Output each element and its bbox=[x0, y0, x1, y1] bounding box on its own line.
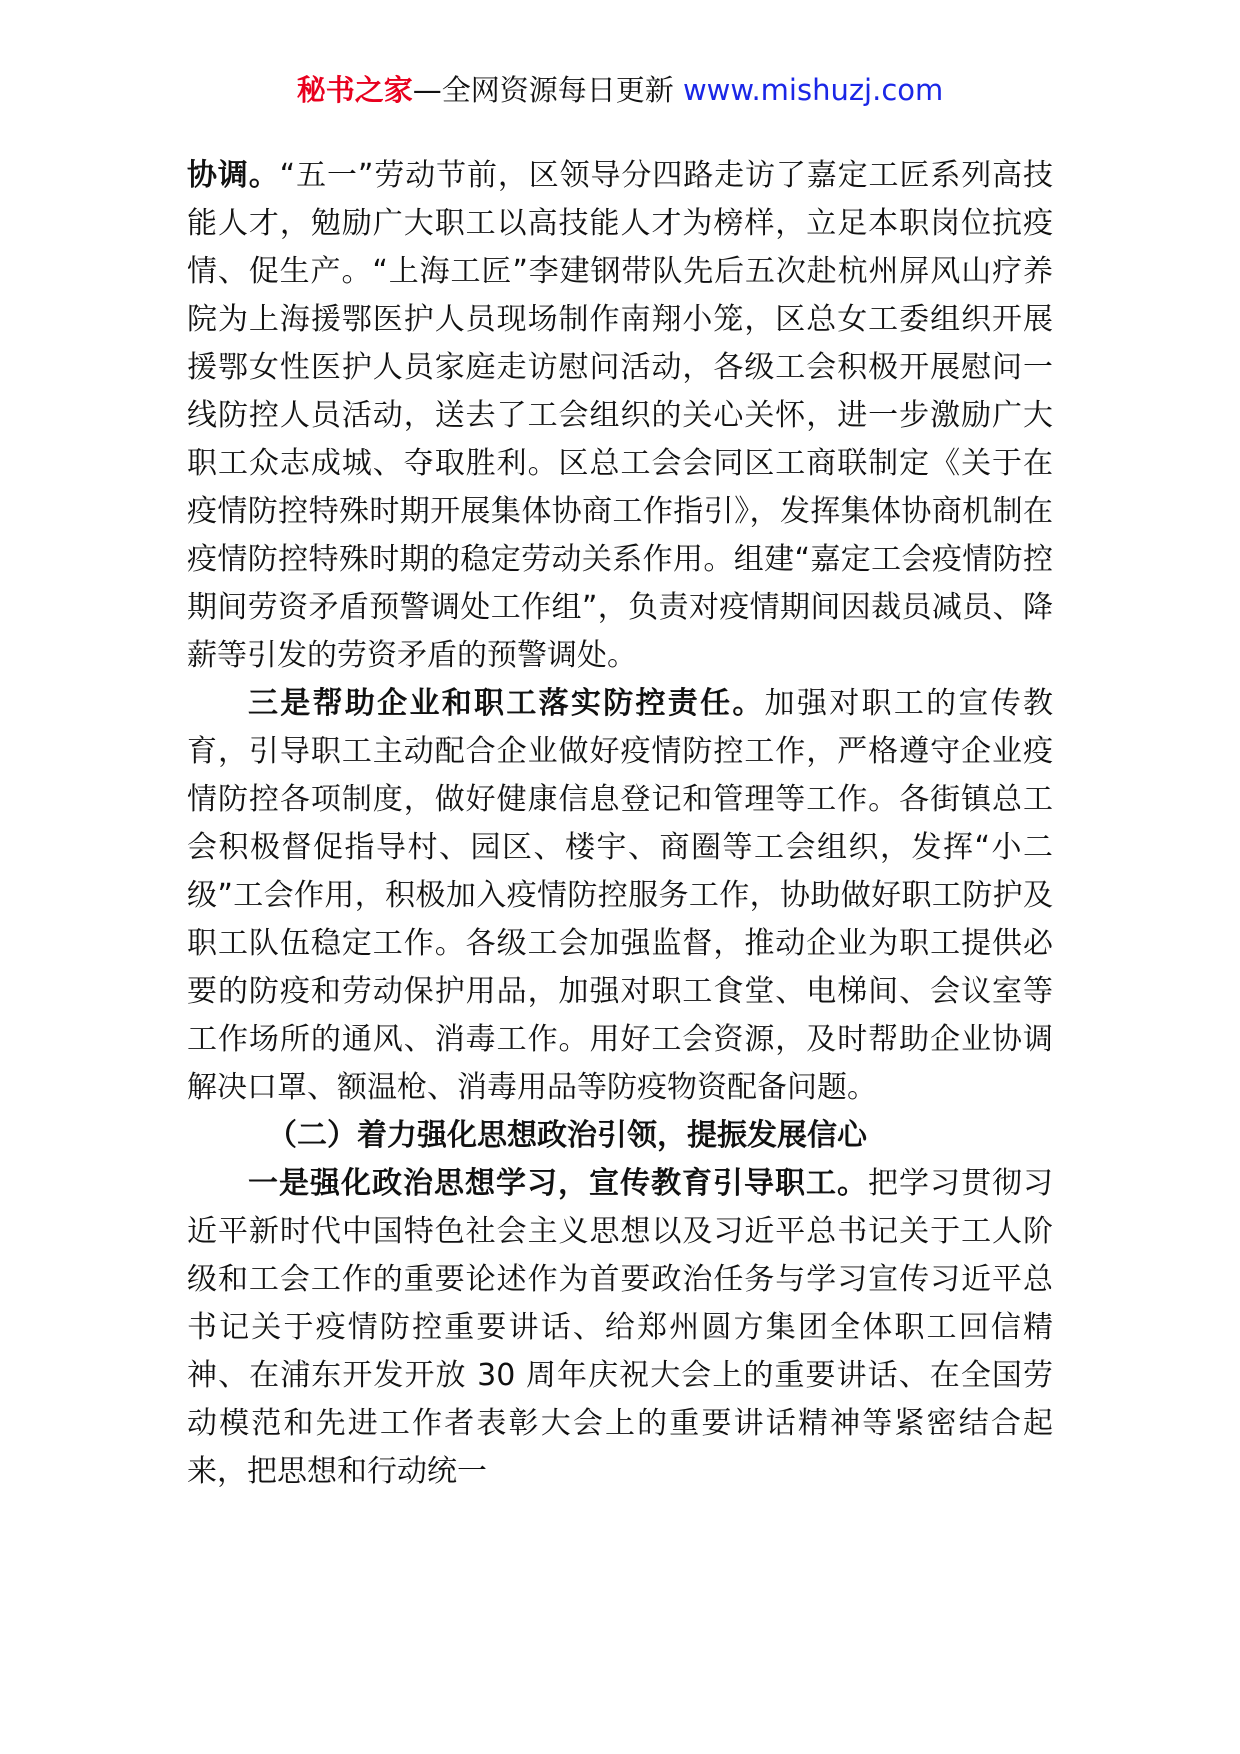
page-header bbox=[0, 68, 1240, 112]
section-heading: （二）着力强化思想政治引领，提振发展信心 bbox=[267, 1118, 867, 1153]
paragraph-text: 加强对职工的宣传教育，引导职工主动配合企业做好疫情防控工作，严格遵守企业疫情防控各项制度，做好健康信息登记和管理等工作。各街镇总工会积极督促指导村、园区、楼宇、商圈等工会组织，发挥“小二级”工会作用，积极加入疫情防控服务工作，协助做好职工防护及职工队伍稳定工作。各级工会加强监督，推动企业为职工提供必要的防疫和劳动保护用品，加强对职工食堂、电梯间、会议室等工作场所的通风、消毒工作。用好工会资源，及时帮助企业协调解决口罩、额温枪、消毒用品等防疫物资配备问题。 bbox=[187, 686, 1054, 1105]
paragraph-lead-bold: 协调。 bbox=[187, 158, 280, 193]
paragraph-lead-bold: 三是帮助企业和职工落实防控责任。 bbox=[248, 686, 765, 721]
document-body bbox=[187, 152, 1053, 1496]
paragraph-prevention-responsibility bbox=[187, 680, 1053, 1112]
paragraph-lead-bold: 一是强化政治思想学习，宣传教育引导职工。 bbox=[248, 1166, 868, 1201]
header-url-link[interactable]: www.mishuzj.com bbox=[682, 73, 944, 107]
paragraph-text: “五一”劳动节前，区领导分四路走访了嘉定工匠系列高技能人才，勉励广大职工以高技能人才为榜样，立足本职岗位抗疫情、促生产。“上海工匠”李建钢带队先后五次赴杭州屏风山疗养院为上海援鄂医护人员现场制作南翔小笼，区总女工委组织开展援鄂女性医护人员家庭走访慰问活动，各级工会积极开展慰问一线防控人员活动，送去了工会组织的关心关怀，进一步激励广大职工众志成城、夺取胜利。区总工会会同区工商联制定《关于在疫情防控特殊时期开展集体协商工作指引》，发挥集体协商机制在疫情防控特殊时期的稳定劳动关系作用。组建“嘉定工会疫情防控期间劳资矛盾预警调处工作组”，负责对疫情期间因裁员减员、降薪等引发的劳资矛盾的预警调处。 bbox=[187, 158, 1053, 673]
paragraph-coordination bbox=[187, 152, 1053, 680]
paragraph-text: 把学习贯彻习近平新时代中国特色社会主义思想以及习近平总书记关于工人阶级和工会工作的重要论述作为首要政治任务与学习宣传习近平总书记关于疫情防控重要讲话、给郑州圆方集团全体职工回信精神、在浦东开发开放 30 周年庆祝大会上的重要讲话、在全国劳动模范和先进工作者表彰大会上的重要讲话精神等紧密结合起来，把思想和行动统一 bbox=[187, 1166, 1053, 1489]
header-tagline: —全网资源每日更新 bbox=[412, 73, 674, 107]
header-brand: 秘书之家 bbox=[296, 73, 413, 107]
paragraph-political-study bbox=[187, 1160, 1053, 1496]
